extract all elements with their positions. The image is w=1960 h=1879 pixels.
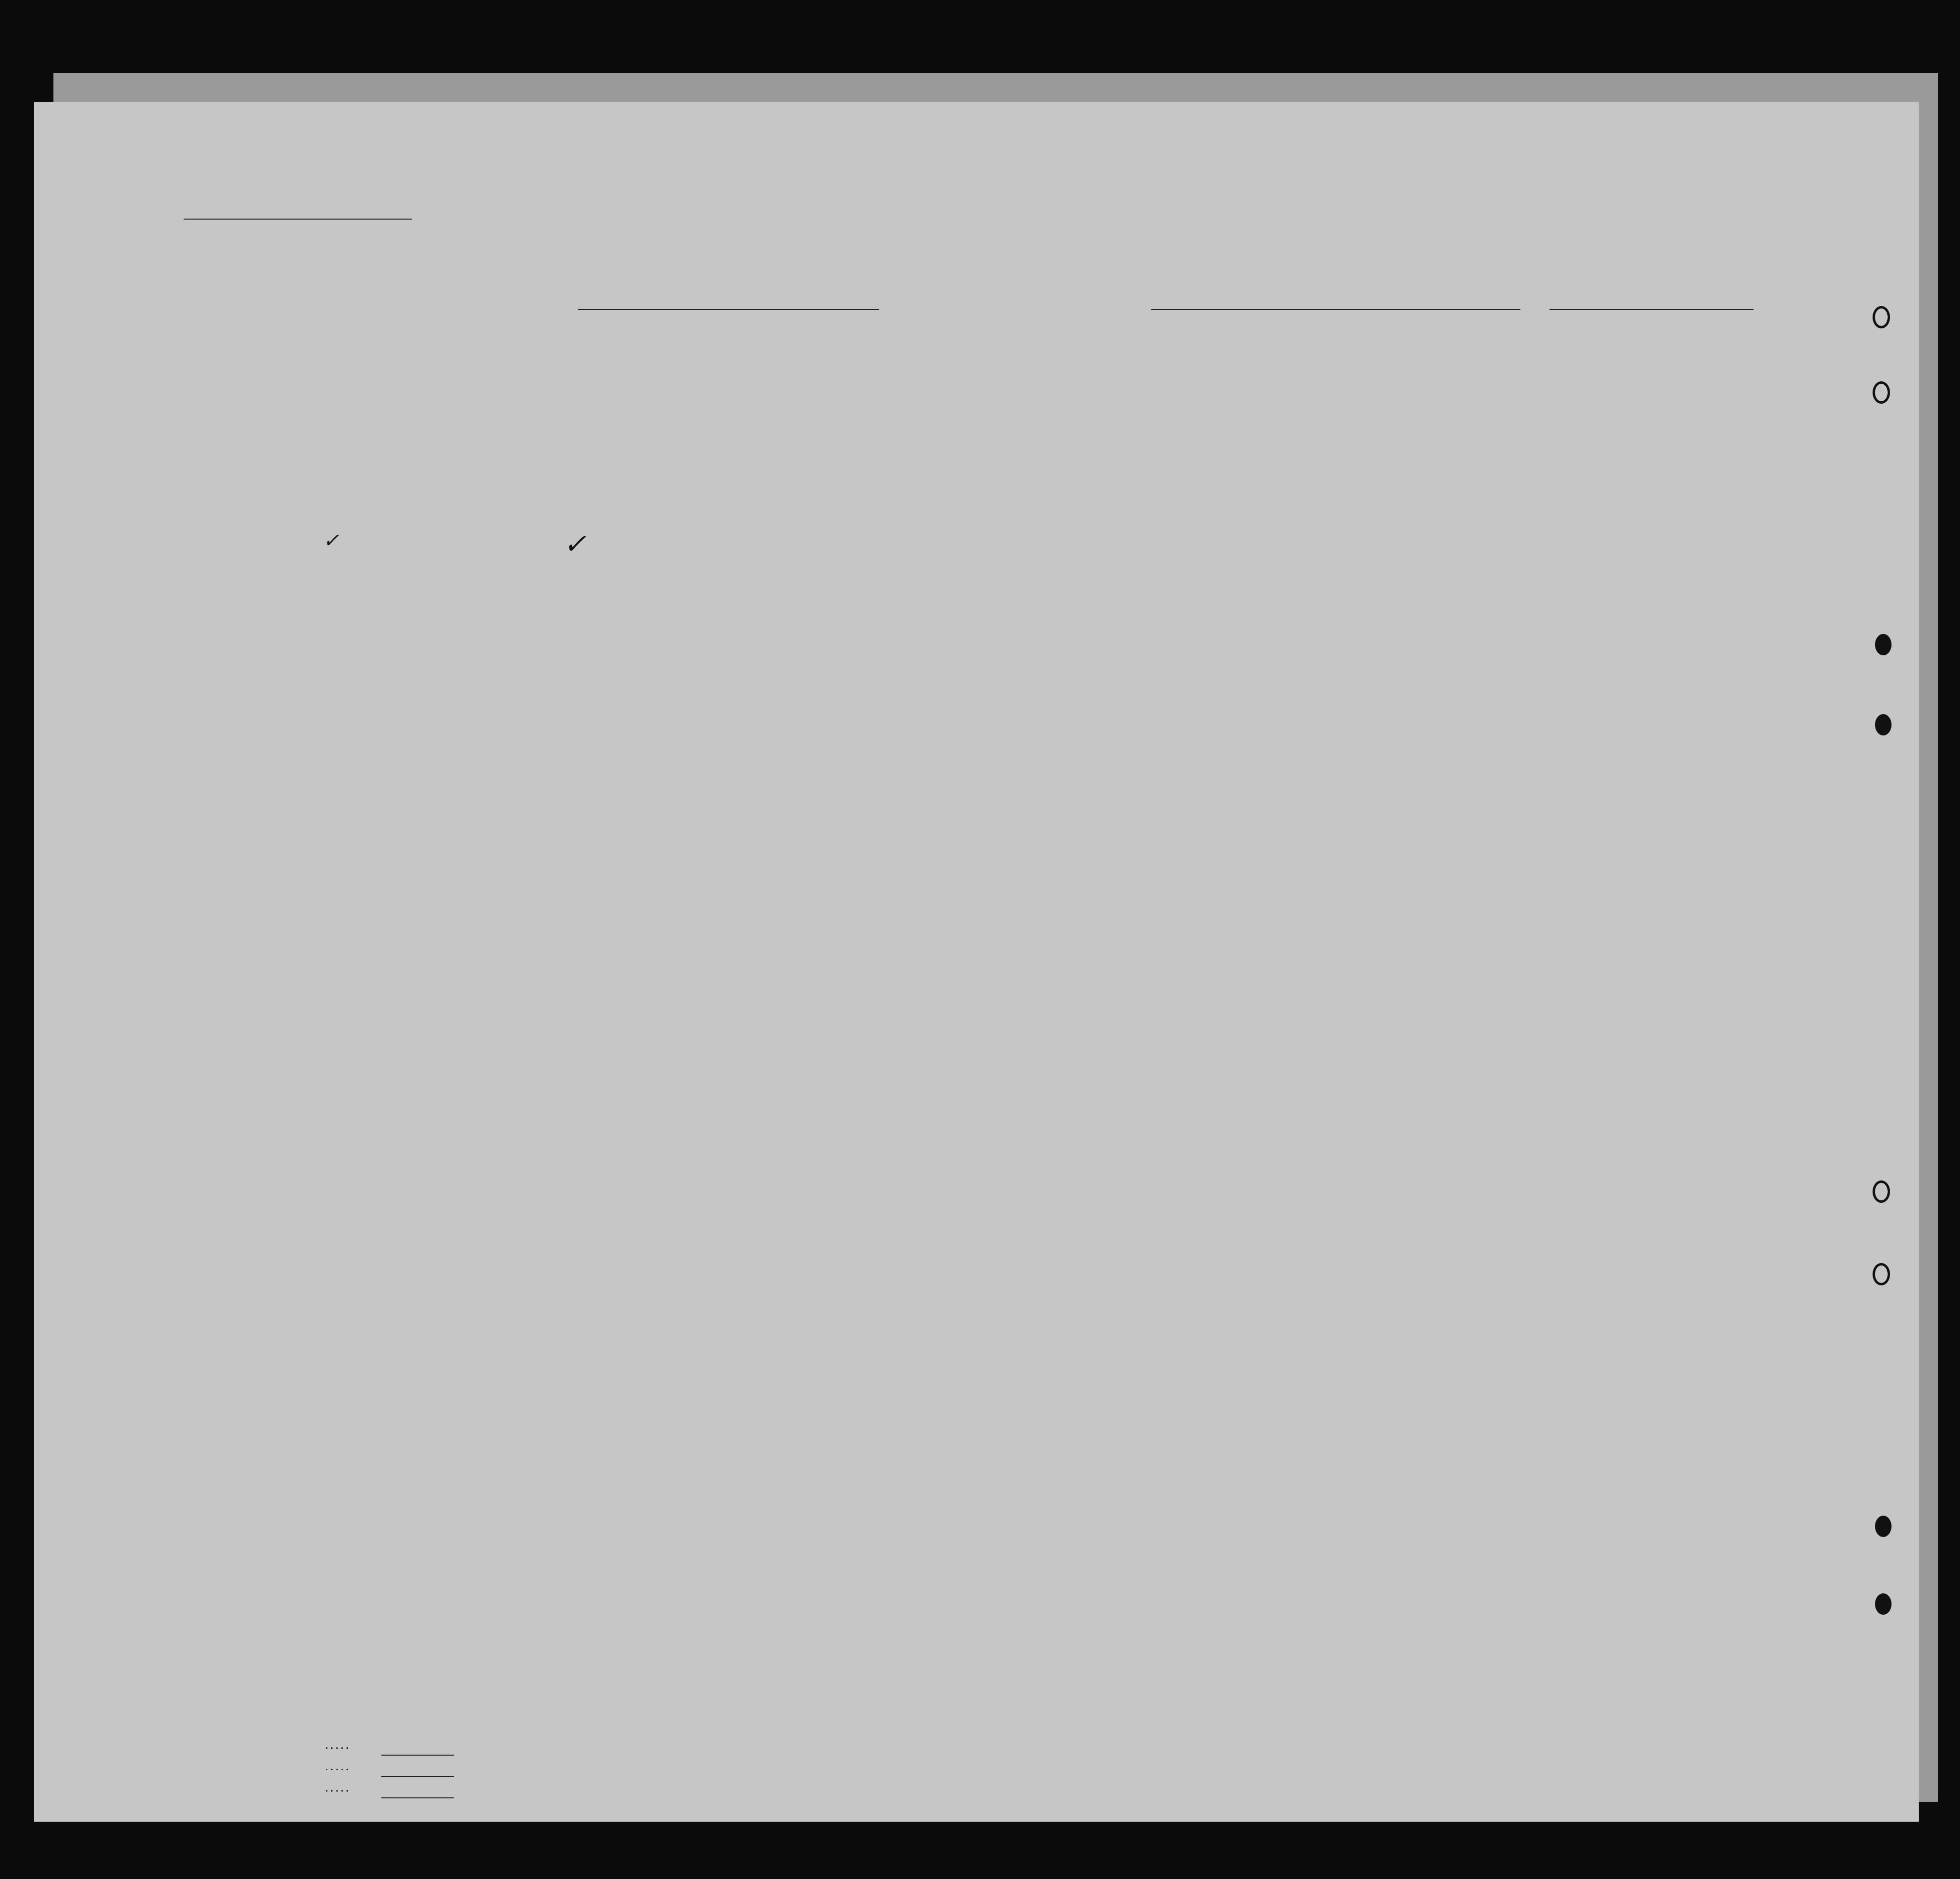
totals-rule-3 (381, 1797, 454, 1798)
us-citizens-dots: . . . . . (325, 1762, 349, 1773)
age-checkmark: ✓ (563, 529, 586, 560)
manifest-sheet (34, 102, 1919, 1822)
family-name-checkmark: ✓ (323, 530, 340, 552)
binder-hole (1873, 1180, 1890, 1203)
binder-hole (1875, 1593, 1892, 1615)
totals-rule-1 (381, 1755, 454, 1756)
binder-hole (1875, 1516, 1892, 1537)
binder-hole (1875, 634, 1892, 655)
aliens-dots: . . . . . (325, 1784, 349, 1794)
binder-hole (1873, 1263, 1890, 1285)
binder-hole (1873, 306, 1890, 328)
binder-hole (1873, 381, 1890, 404)
total-passengers-dots: . . . . . (325, 1741, 349, 1751)
totals-rule-2 (381, 1776, 454, 1777)
manifest-grid (34, 102, 1919, 1822)
binder-hole (1875, 714, 1892, 735)
